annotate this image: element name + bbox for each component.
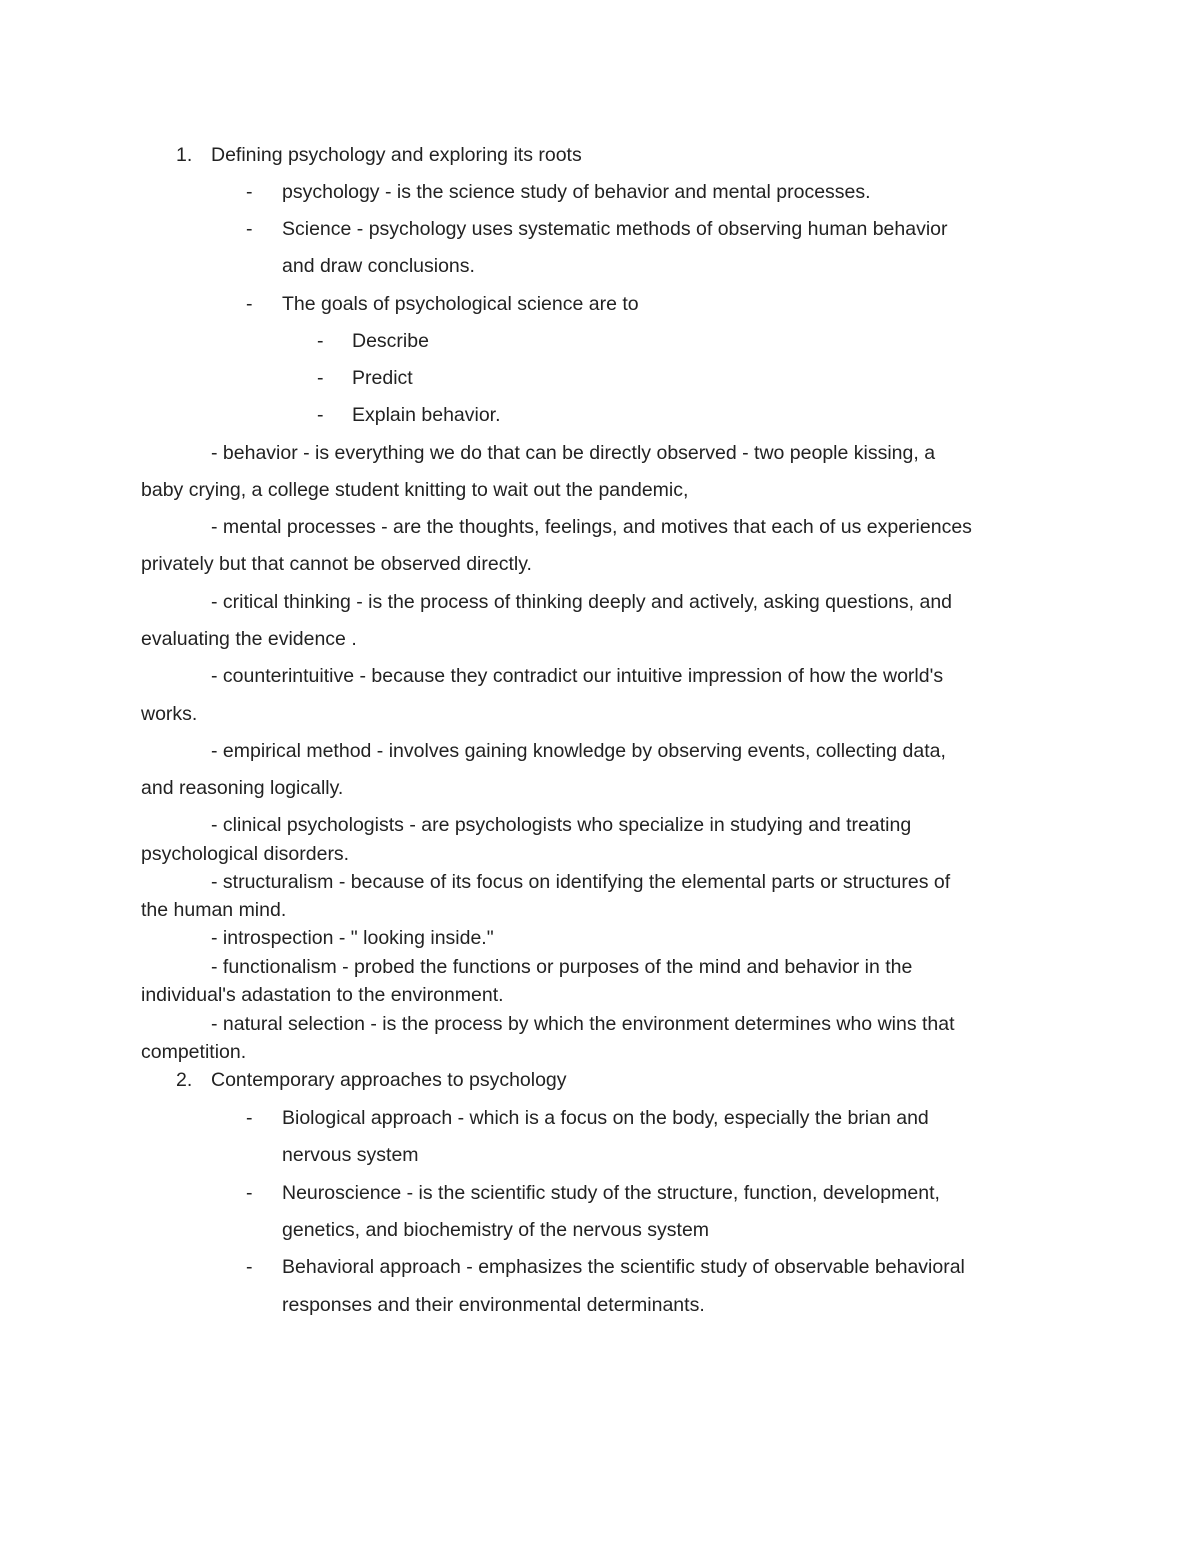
term-definition: competition.: [141, 1041, 247, 1063]
section-heading: Defining psychology and exploring its roots: [211, 144, 582, 166]
section-number: 2.: [176, 1069, 193, 1091]
term-definition: - behavior - is everything we do that can be directly observed - two people kissing, a: [211, 442, 936, 464]
term-definition: evaluating the evidence .: [141, 628, 357, 650]
goal-marker: -: [317, 330, 324, 352]
section-number: 1.: [176, 144, 193, 166]
term-definition: privately but that cannot be observed directly.: [141, 553, 532, 575]
term-definition: - structuralism - because of its focus on identifying the elemental parts or structures of: [211, 871, 951, 893]
bullet-marker: -: [246, 1107, 253, 1129]
bullet-marker: -: [246, 181, 253, 203]
bullet-text: The goals of psychological science are to: [282, 293, 639, 315]
goal-text: Describe: [352, 330, 429, 352]
bullet-text: Science - psychology uses systematic methods of observing human behavior: [282, 218, 948, 240]
goal-text: Explain behavior.: [352, 404, 501, 426]
bullet-marker: -: [246, 293, 253, 315]
bullet-text: responses and their environmental determinants.: [282, 1294, 705, 1316]
term-definition: and reasoning logically.: [141, 777, 344, 799]
term-definition: - mental processes - are the thoughts, feelings, and motives that each of us experiences: [211, 516, 972, 538]
term-definition: - introspection - " looking inside.": [211, 927, 494, 949]
section-heading: Contemporary approaches to psychology: [211, 1069, 567, 1091]
term-definition: baby crying, a college student knitting to wait out the pandemic,: [141, 479, 689, 501]
bullet-marker: -: [246, 218, 253, 240]
bullet-text: Behavioral approach - emphasizes the scientific study of observable behavioral: [282, 1256, 965, 1278]
goal-text: Predict: [352, 367, 413, 389]
term-definition: - critical thinking - is the process of thinking deeply and actively, asking questions, and: [211, 591, 953, 613]
bullet-marker: -: [246, 1182, 253, 1204]
term-definition: - natural selection - is the process by which the environment determines who wins that: [211, 1013, 955, 1035]
bullet-text: genetics, and biochemistry of the nervous system: [282, 1219, 710, 1241]
term-definition: the human mind.: [141, 899, 287, 921]
bullet-marker: -: [246, 1256, 253, 1278]
bullet-text: and draw conclusions.: [282, 255, 475, 277]
bullet-text: nervous system: [282, 1144, 419, 1166]
term-definition: - clinical psychologists - are psychologists who specialize in studying and treating: [211, 814, 912, 836]
term-definition: psychological disorders.: [141, 843, 350, 865]
goal-marker: -: [317, 404, 324, 426]
term-definition: individual's adastation to the environment.: [141, 984, 504, 1006]
term-definition: - counterintuitive - because they contradict our intuitive impression of how the world's: [211, 665, 944, 687]
bullet-text: Neuroscience - is the scientific study of the structure, function, development,: [282, 1182, 940, 1204]
bullet-text: psychology - is the science study of behavior and mental processes.: [282, 181, 871, 203]
term-definition: works.: [141, 703, 198, 725]
goal-marker: -: [317, 367, 324, 389]
term-definition: - functionalism - probed the functions or purposes of the mind and behavior in the: [211, 956, 913, 978]
bullet-text: Biological approach - which is a focus on the body, especially the brian and: [282, 1107, 929, 1129]
term-definition: - empirical method - involves gaining knowledge by observing events, collecting data,: [211, 740, 946, 762]
